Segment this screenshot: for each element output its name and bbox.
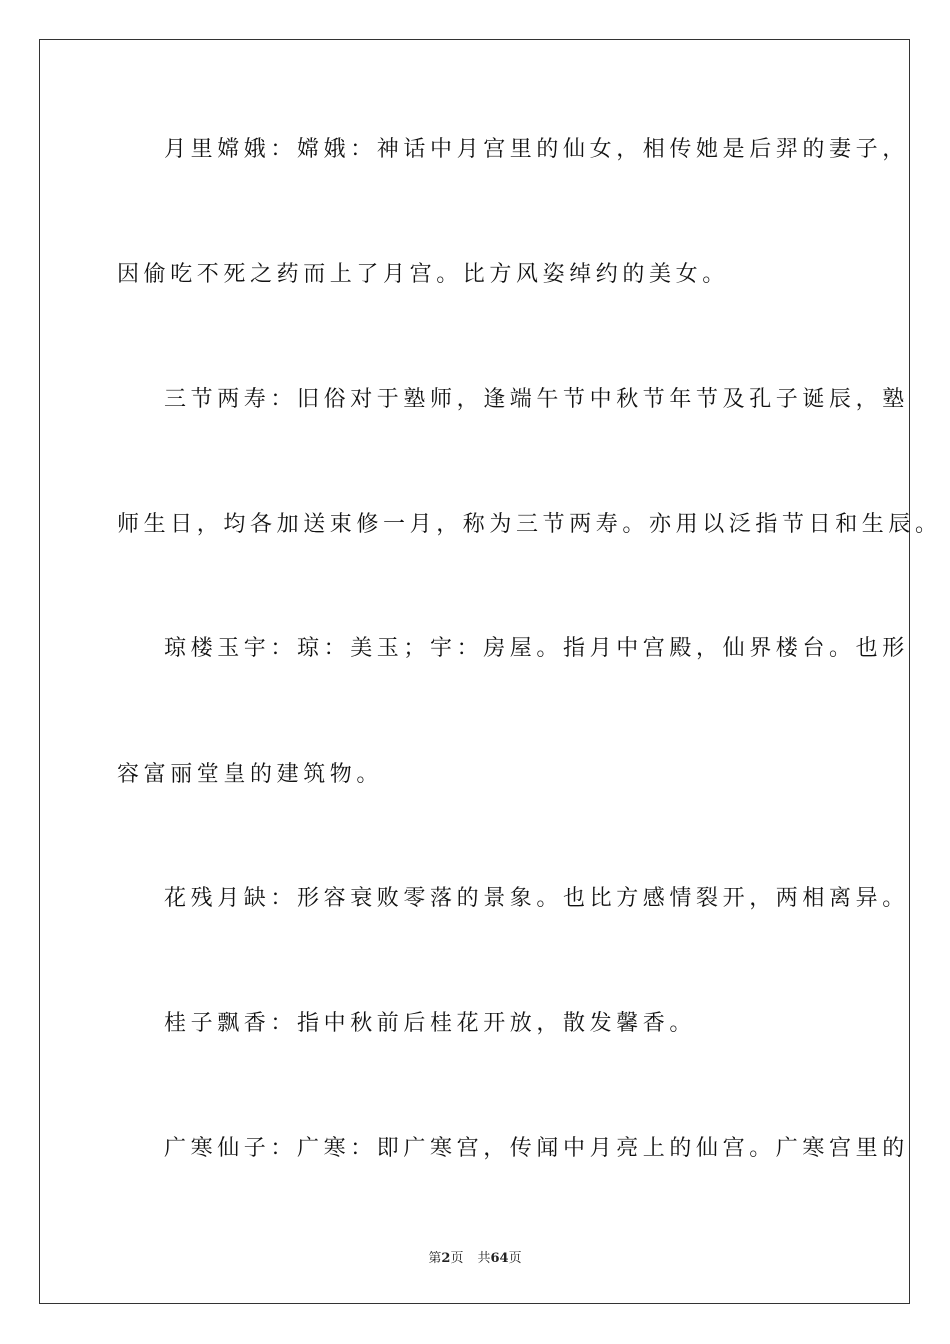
- paragraph-6-line-1: 广寒仙子：广寒：即广寒宫，传闻中月亮上的仙宫。广寒宫里的: [164, 1136, 909, 1161]
- footer-total-suffix: 页: [508, 1251, 522, 1266]
- paragraph-5-line-1: 桂子飘香：指中秋前后桂花开放，散发馨香。: [164, 1011, 697, 1036]
- total-pages-number: 64: [490, 1251, 509, 1266]
- current-page-number: 2: [441, 1251, 451, 1266]
- page-border: [39, 39, 910, 1304]
- paragraph-4-line-1: 花残月缺：形容衰败零落的景象。也比方感情裂开，两相离异。: [164, 886, 909, 911]
- paragraph-2-line-1: 三节两寿：旧俗对于塾师，逢端午节中秋节年节及孔子诞辰，塾: [164, 387, 909, 412]
- footer-prefix: 第: [428, 1251, 442, 1266]
- paragraph-1-line-2: 因偷吃不死之药而上了月宫。比方风姿绰约的美女。: [117, 262, 729, 287]
- paragraph-1-line-1: 月里嫦娥：嫦娥：神话中月宫里的仙女，相传她是后羿的妻子，: [164, 137, 909, 162]
- footer-total-prefix: 共: [477, 1251, 491, 1266]
- paragraph-2-line-2: 师生日，均各加送束修一月，称为三节两寿。亦用以泛指节日和生辰。: [117, 512, 942, 537]
- paragraph-3-line-2: 容富丽堂皇的建筑物。: [117, 762, 384, 787]
- paragraph-3-line-1: 琼楼玉宇：琼：美玉；宇：房屋。指月中宫殿，仙界楼台。也形: [164, 636, 909, 661]
- page-footer: [0, 1247, 950, 1266]
- footer-page-suffix: 页: [450, 1251, 464, 1266]
